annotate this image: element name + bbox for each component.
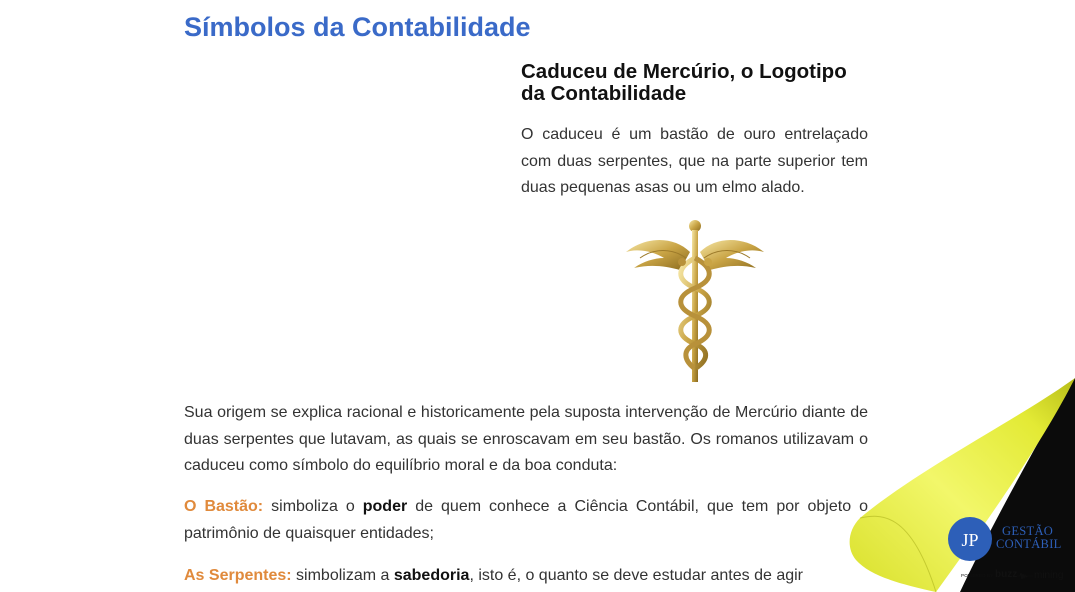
bastao-text-after: de quem conhece a Ciência Contábil, que tem por objeto o patrimônio de quaisquer entidades; [184, 498, 868, 542]
svg-text:JP: JP [961, 530, 979, 550]
origin-paragraph: Sua origem se explica racional e historicamente pela suposta intervenção de Mercúrio diante de duas serpentes que lutavam, as quais se enroscavam em seu bastão. Os romanos utilizavam o caduceu como símbolo do equilíbrio moral e da boa conduta: [184, 404, 868, 474]
powered-by-label: POWERED BY [961, 573, 994, 578]
bastao-term: O Bastão: [184, 498, 264, 515]
page-title: Símbolos da Contabilidade [184, 12, 531, 42]
mining-label: mining [1034, 570, 1064, 581]
serpentes-text-after: , isto é, o quanto se deve estudar antes de agir [469, 567, 803, 584]
bastao-paragraph [184, 494, 868, 547]
jp-monogram-icon [947, 516, 993, 562]
brand-name-line2: CONTÁBIL [996, 537, 1062, 551]
waveform-icon [1017, 572, 1033, 580]
brand-logo [947, 516, 1072, 588]
brand-name [996, 525, 1062, 551]
buzz-label: buzz [995, 569, 1018, 580]
section-title: Caduceu de Mercúrio, o Logotipo da Contabilidade [521, 60, 847, 105]
intro-paragraph: O caduceu é um bastão de ouro entrelaçado com duas serpentes, que na parte superior tem duas pequenas asas ou um elmo alado. [521, 126, 868, 196]
serpentes-paragraph [184, 563, 868, 590]
serpentes-text-before: simbolizam a [291, 567, 394, 584]
bastao-emphasis: poder [362, 498, 408, 515]
serpentes-emphasis: sabedoria [393, 567, 470, 584]
caduceus-image [624, 218, 766, 384]
serpentes-term: As Serpentes: [184, 567, 292, 584]
bastao-text-before: simboliza o [263, 498, 363, 515]
brand-name-line1: GESTÃO [1002, 524, 1054, 538]
